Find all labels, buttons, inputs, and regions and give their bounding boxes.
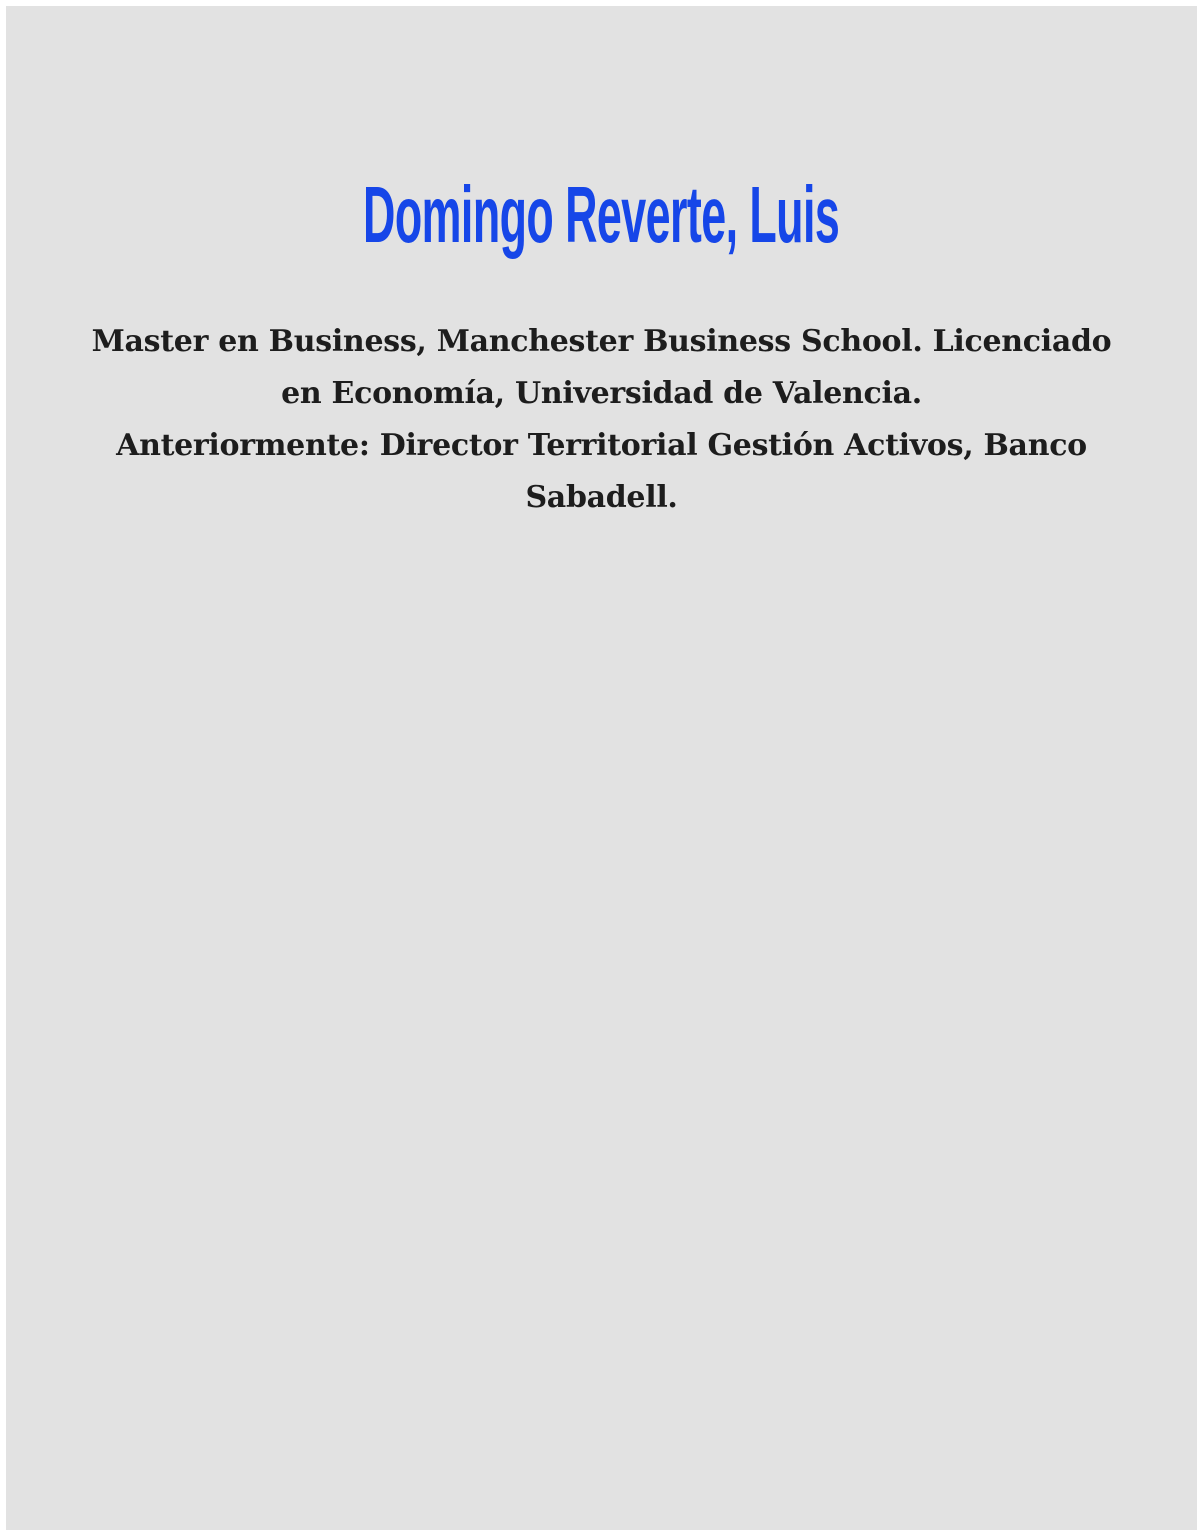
bio-line: Sabadell. [525,480,678,515]
page-title-text: Domingo Reverte, Luis [363,170,840,259]
profile-panel [6,6,1197,1530]
bio-paragraph [6,316,1197,524]
bio-line: Master en Business, Manchester Business School. Licenciado [91,324,1112,359]
page-title [6,170,1197,259]
bio-line: Anteriormente: Director Territorial Gestión Activos, Banco [116,428,1087,463]
bio-line: en Economía, Universidad de Valencia. [281,376,922,411]
